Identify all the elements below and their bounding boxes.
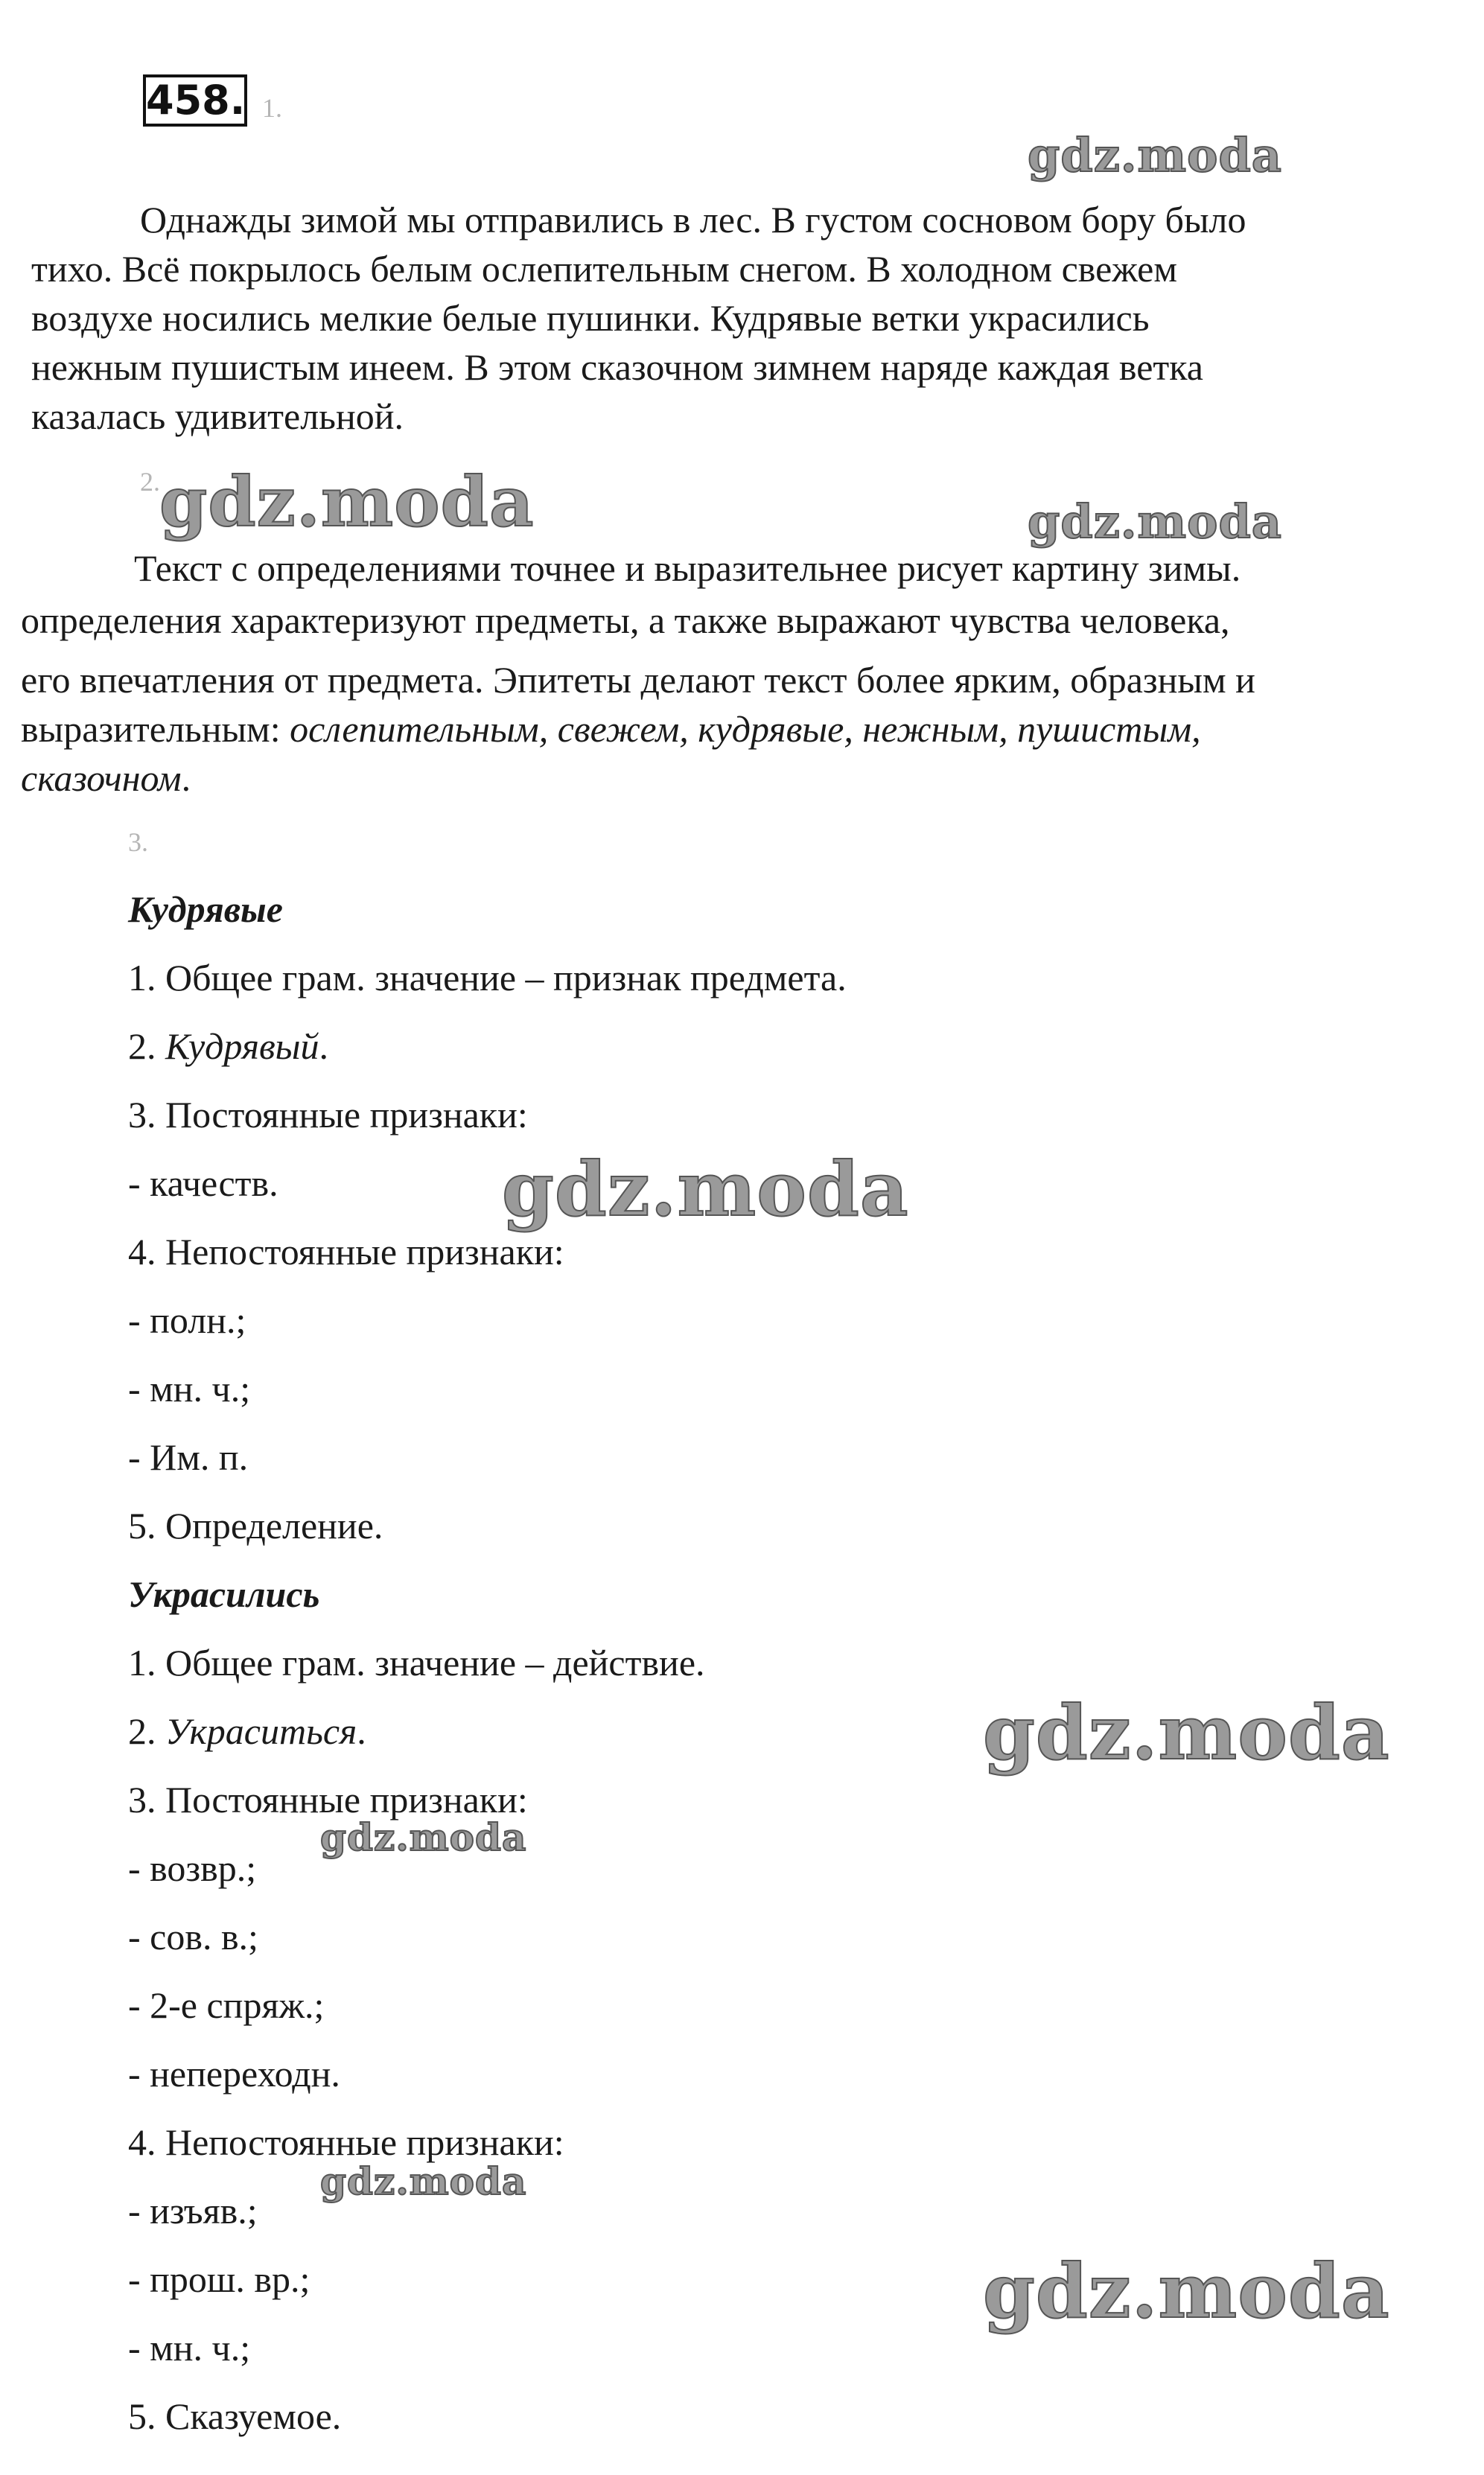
analysis1-item-9: 5. Определение. — [128, 1505, 383, 1547]
analysis1-word: Кудрявые — [128, 888, 283, 930]
analysis2-item-1: 1. Общее грам. значение – действие. — [128, 1642, 705, 1684]
watermark: gdz.moda — [502, 1145, 909, 1233]
text2-line-5 — [21, 754, 191, 803]
exercise-number: 458. — [143, 74, 247, 127]
analysis1-initial-form: Кудрявый — [165, 1025, 319, 1067]
analysis1-item-4: - качеств. — [128, 1162, 278, 1204]
text2-line-1: Текст с определениями точнее и выразительнее рисует картину зимы. — [134, 547, 1241, 589]
analysis2-item-8: 4. Непостоянные признаки: — [128, 2121, 564, 2163]
analysis2-item-5: - сов. в.; — [128, 1916, 258, 1958]
analysis2-item-12: 5. Сказуемое. — [128, 2395, 342, 2437]
text2-line-4 — [21, 704, 1201, 754]
text2-epithets: ослепительным, свежем, кудрявые, нежным, пушистым, — [290, 708, 1201, 750]
analysis2-word: Украсились — [128, 1573, 320, 1615]
text2-epithet-last: сказочном — [21, 757, 182, 799]
text1-line-4: нежным пушистым инеем. В этом сказочном зимнем наряде каждая ветка — [31, 346, 1203, 388]
text2-line-4-plain: выразительным: — [21, 708, 290, 750]
analysis1-item-6: - полн.; — [128, 1299, 246, 1341]
section-marker-3: 3. — [128, 827, 148, 857]
analysis2-item-3: 3. Постоянные признаки: — [128, 1779, 528, 1821]
analysis1-item-2 — [128, 1025, 328, 1068]
text1-line-5: казалась удивительной. — [31, 395, 404, 437]
section-marker-2: 2. — [140, 467, 160, 497]
analysis1-item-8: - Им. п. — [128, 1436, 249, 1478]
analysis2-item-4: - возвр.; — [128, 1847, 257, 1889]
analysis1-item-1: 1. Общее грам. значение – признак предмета. — [128, 957, 847, 998]
text2-period: . — [181, 757, 191, 799]
analysis1-item-2-prefix: 2. — [128, 1025, 165, 1067]
analysis2-item-2 — [128, 1710, 366, 1753]
watermark: gdz.moda — [159, 462, 535, 542]
section-marker-1: 1. — [262, 93, 282, 123]
analysis2-item-9: - изъяв.; — [128, 2190, 258, 2232]
analysis1-item-2-suffix: . — [319, 1025, 329, 1067]
text1-line-1: Однажды зимой мы отправились в лес. В густом сосновом бору было — [140, 199, 1246, 241]
watermark: gdz.moda — [983, 2247, 1390, 2335]
analysis2-item-6: - 2-е спряж.; — [128, 1984, 325, 2026]
text2-line-2: определения характеризуют предметы, а также выражают чувства человека, — [21, 599, 1230, 641]
text1-line-3: воздухе носились мелкие белые пушинки. Кудрявые ветки украсились — [31, 297, 1150, 339]
analysis2-initial-form: Украситься — [165, 1710, 357, 1752]
analysis1-item-7: - мн. ч.; — [128, 1368, 251, 1409]
watermark: gdz.moda — [1028, 128, 1282, 182]
analysis1-item-3: 3. Постоянные признаки: — [128, 1094, 528, 1135]
analysis2-item-7: - непереходн. — [128, 2053, 340, 2095]
text1-line-2: тихо. Всё покрылось белым ослепительным снегом. В холодном свежем — [31, 248, 1178, 290]
watermark: gdz.moda — [1028, 494, 1282, 549]
analysis2-item-2-prefix: 2. — [128, 1710, 165, 1752]
watermark: gdz.moda — [320, 2159, 527, 2203]
analysis2-item-11: - мн. ч.; — [128, 2327, 251, 2369]
analysis2-item-10: - прош. вр.; — [128, 2258, 311, 2300]
analysis1-item-5: 4. Непостоянные признаки: — [128, 1231, 564, 1272]
text2-line-3: его впечатления от предмета. Эпитеты делают текст более ярким, образным и — [21, 659, 1255, 701]
watermark: gdz.moda — [320, 1815, 527, 1859]
analysis2-item-2-suffix: . — [357, 1710, 366, 1752]
watermark: gdz.moda — [983, 1689, 1390, 1777]
